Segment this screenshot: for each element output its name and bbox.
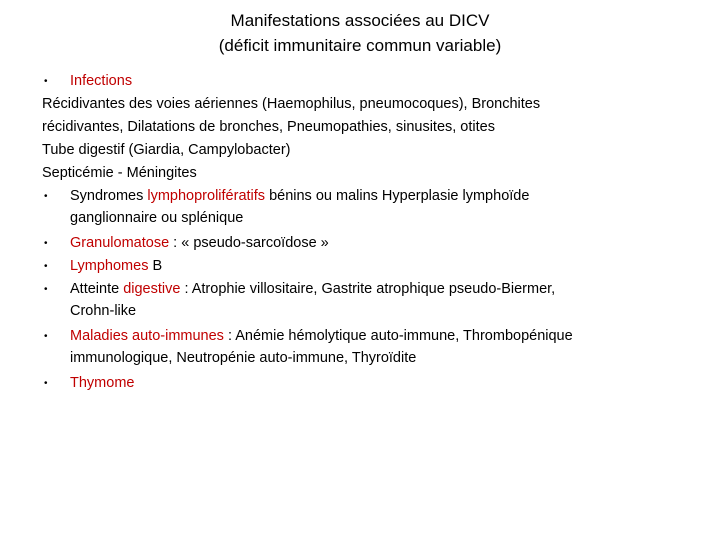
bullet-icon: • [44,191,48,202]
bullet-item-autoimmune [42,325,692,372]
bullet-icon: • [44,238,48,249]
bullet-item-thymome [42,372,692,395]
text-fragment: Atteinte [70,281,124,297]
infections-line-2: récidivantes, Dilatations de bronches, Pneumopathies, sinusites, otites [42,119,495,135]
text-continuation: immunologique, Neutropénie auto-immune, Thyroïdite [70,349,417,366]
bullet-text [70,278,692,325]
infections-heading: Infections [70,73,133,89]
bullet-text [70,325,692,372]
bullet-item-granulomatose [42,232,692,255]
infections-line-4: Septicémie - Méningites [42,165,197,181]
highlight-term: Granulomatose [70,235,170,251]
bullet-icon: • [44,331,48,342]
text-continuation: Crohn-like [70,302,137,319]
bullet-text [70,185,692,232]
title-line-1: Manifestations associées au DICV [230,11,490,30]
text-continuation: ganglionnaire ou splénique [70,209,244,226]
highlight-term: Maladies auto-immunes [70,328,224,344]
text-fragment: : « pseudo-sarcoïdose » [169,235,329,251]
bullet-text [70,372,692,395]
text-fragment: Syndromes [70,188,148,204]
infections-line-3: Tube digestif (Giardia, Campylobacter) [42,142,291,158]
text-fragment: B [148,258,163,274]
highlight-term: Lymphomes [70,258,149,274]
bullet-text [70,255,692,278]
highlight-term: lymphoprolifératifs [147,188,266,204]
bullet-item-infections [42,70,692,93]
text-fragment: bénins ou malins Hyperplasie lymphoïde [265,188,530,204]
title-line-2: (déficit immunitaire commun variable) [218,36,502,55]
bullet-icon: • [44,378,48,389]
bullet-icon: • [44,284,48,295]
slide-title [60,8,660,58]
highlight-term: Thymome [70,375,135,391]
bullet-icon: • [44,261,48,272]
bullet-text [70,232,692,255]
text-fragment: : Atrophie villositaire, Gastrite atrophique pseudo-Biermer, [180,281,556,297]
infections-line-1: Récidivantes des voies aériennes (Haemophilus, pneumocoques), Bronchites [42,96,541,112]
bullet-icon: • [44,76,48,87]
bullet-item-lymphoproliferative [42,185,692,232]
text-fragment: : Anémie hémolytique auto-immune, Thrombopénique [223,328,573,344]
slide-content [42,70,692,395]
bullet-item-lymphomes [42,255,692,278]
highlight-term: digestive [123,281,181,297]
bullet-item-digestive [42,278,692,325]
